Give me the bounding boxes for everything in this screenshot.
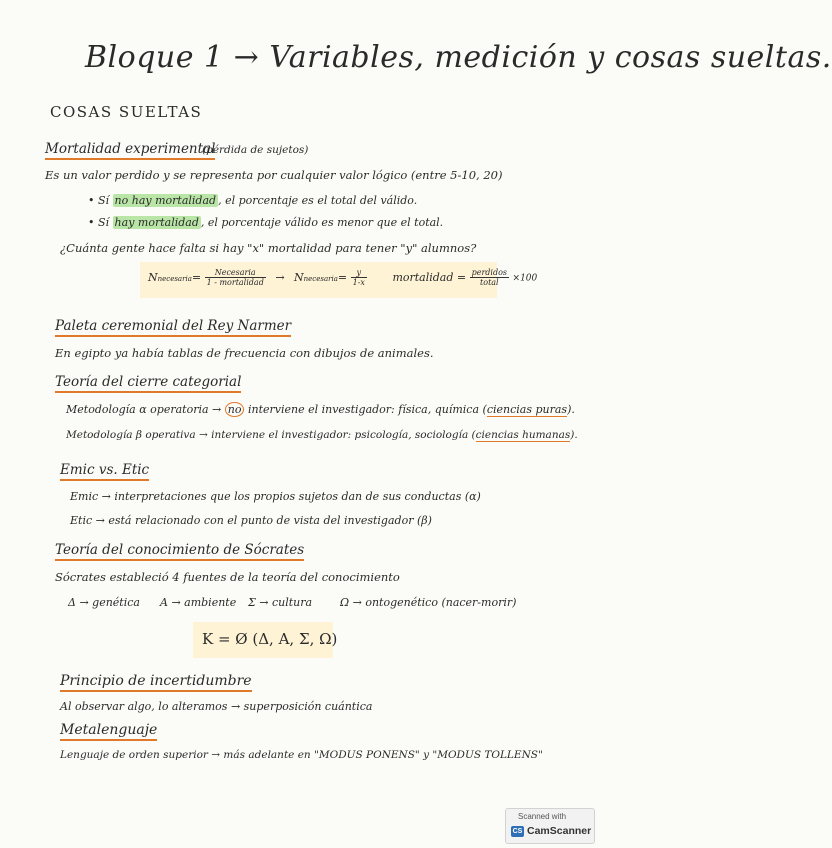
cierre-line-1 — [66, 403, 575, 416]
incertidumbre-heading: Principio de incertidumbre — [60, 673, 252, 692]
formula-lhs: Nnecesaria= — [148, 270, 202, 284]
cierre-heading: Teoría del cierre categorial — [55, 374, 241, 393]
incertidumbre-text: Al observar algo, lo alteramos → superposición cuántica — [60, 700, 373, 713]
metalenguaje-text: Lenguaje de orden superior → más adelante en "MODUS PONENS" y "MODUS TOLLENS" — [60, 749, 543, 761]
cierre-l1-middle: interviene el investigador: física, química ( — [247, 403, 487, 416]
mortalidad-heading-note: (pérdida de sujetos) — [202, 144, 309, 156]
page-title: Bloque 1 → Variables, medición y cosas sueltas. — [85, 40, 832, 75]
cierre-l1-end: ). — [567, 403, 575, 416]
formula-fraction-3: $\frac{\text{perdidos}}{\text{total}}$ — [471, 268, 508, 287]
etic-line-2: Etic → está relacionado con el punto de vista del investigador (β) — [70, 514, 432, 527]
cierre-l2-underlined: ciencias humanas — [475, 429, 571, 441]
mortalidad-heading: Mortalidad experimental — [45, 141, 215, 160]
formula-times-100: ×100 — [512, 273, 538, 284]
source-ambiente: A → ambiente — [160, 596, 237, 609]
mortalidad-line1: Es un valor perdido y se representa por cualquier valor lógico (entre 5-10, 20) — [45, 168, 503, 182]
bullet-1-prefix: • Sí — [88, 194, 110, 207]
cierre-l1-circled: no — [225, 402, 245, 417]
camscanner-label: CamScanner — [527, 825, 592, 837]
socrates-heading: Teoría del conocimiento de Sócrates — [55, 542, 304, 561]
paleta-text: En egipto ya había tablas de frecuencia con dibujos de animales. — [55, 346, 434, 360]
formula-fraction-2: $\frac{y}{1-x}$ — [352, 268, 365, 287]
metalenguaje-heading: Metalenguaje — [60, 722, 157, 741]
mortalidad-question: ¿Cuánta gente hace falta si hay "x" mortalidad para tener "y" alumnos? — [60, 241, 477, 255]
emic-line-1: Emic → interpretaciones que los propios sujetos dan de sus conductas (α) — [70, 490, 481, 503]
formula-arrow: → — [275, 270, 285, 284]
source-cultura: Σ → cultura — [248, 596, 313, 609]
bullet-2-highlight: hay mortalidad — [114, 216, 199, 229]
formula-fraction-1: $\frac{\text{Necesaria}}{\text{1 - mortalidad}}$ — [206, 268, 264, 287]
source-ontogenetico: Ω → ontogenético (nacer-morir) — [340, 596, 517, 609]
socrates-text: Sócrates estableció 4 fuentes de la teoría del conocimiento — [55, 570, 400, 584]
camscanner-icon: CS — [512, 828, 523, 835]
cierre-l1-underlined: ciencias puras — [486, 403, 568, 416]
cierre-l2-start: Metodología β operativa → interviene el investigador: psicología, sociología ( — [66, 429, 476, 441]
cierre-line-2 — [66, 429, 578, 441]
bullet-2-rest: , el porcentaje válido es menor que el total. — [200, 216, 444, 229]
mortalidad-bullet-1 — [88, 194, 417, 207]
formula-lhs-2: Nnecesaria= — [294, 270, 348, 284]
section-heading: COSAS SUELTAS — [50, 103, 203, 121]
bullet-2-prefix: • Sí — [88, 216, 110, 229]
cierre-l1-start: Metodología α operatoria → — [66, 403, 222, 416]
paleta-heading: Paleta ceremonial del Rey Narmer — [55, 318, 291, 337]
scanned-with-label: Scanned with — [518, 812, 567, 821]
cierre-l2-end: ). — [570, 429, 578, 441]
bullet-1-rest: , el porcentaje es el total del válido. — [218, 194, 418, 207]
source-genetica: Δ → genética — [68, 596, 140, 609]
k-formula: K = Ø (Δ, A, Σ, Ω) — [202, 630, 338, 648]
formula-necesaria — [148, 268, 537, 287]
mortalidad-bullet-2 — [88, 216, 443, 229]
emic-heading: Emic vs. Etic — [60, 462, 149, 481]
formula-mortalidad-lhs: mortalidad = — [392, 270, 467, 284]
camscanner-badge — [505, 808, 595, 844]
bullet-1-highlight: no hay mortalidad — [114, 194, 217, 207]
